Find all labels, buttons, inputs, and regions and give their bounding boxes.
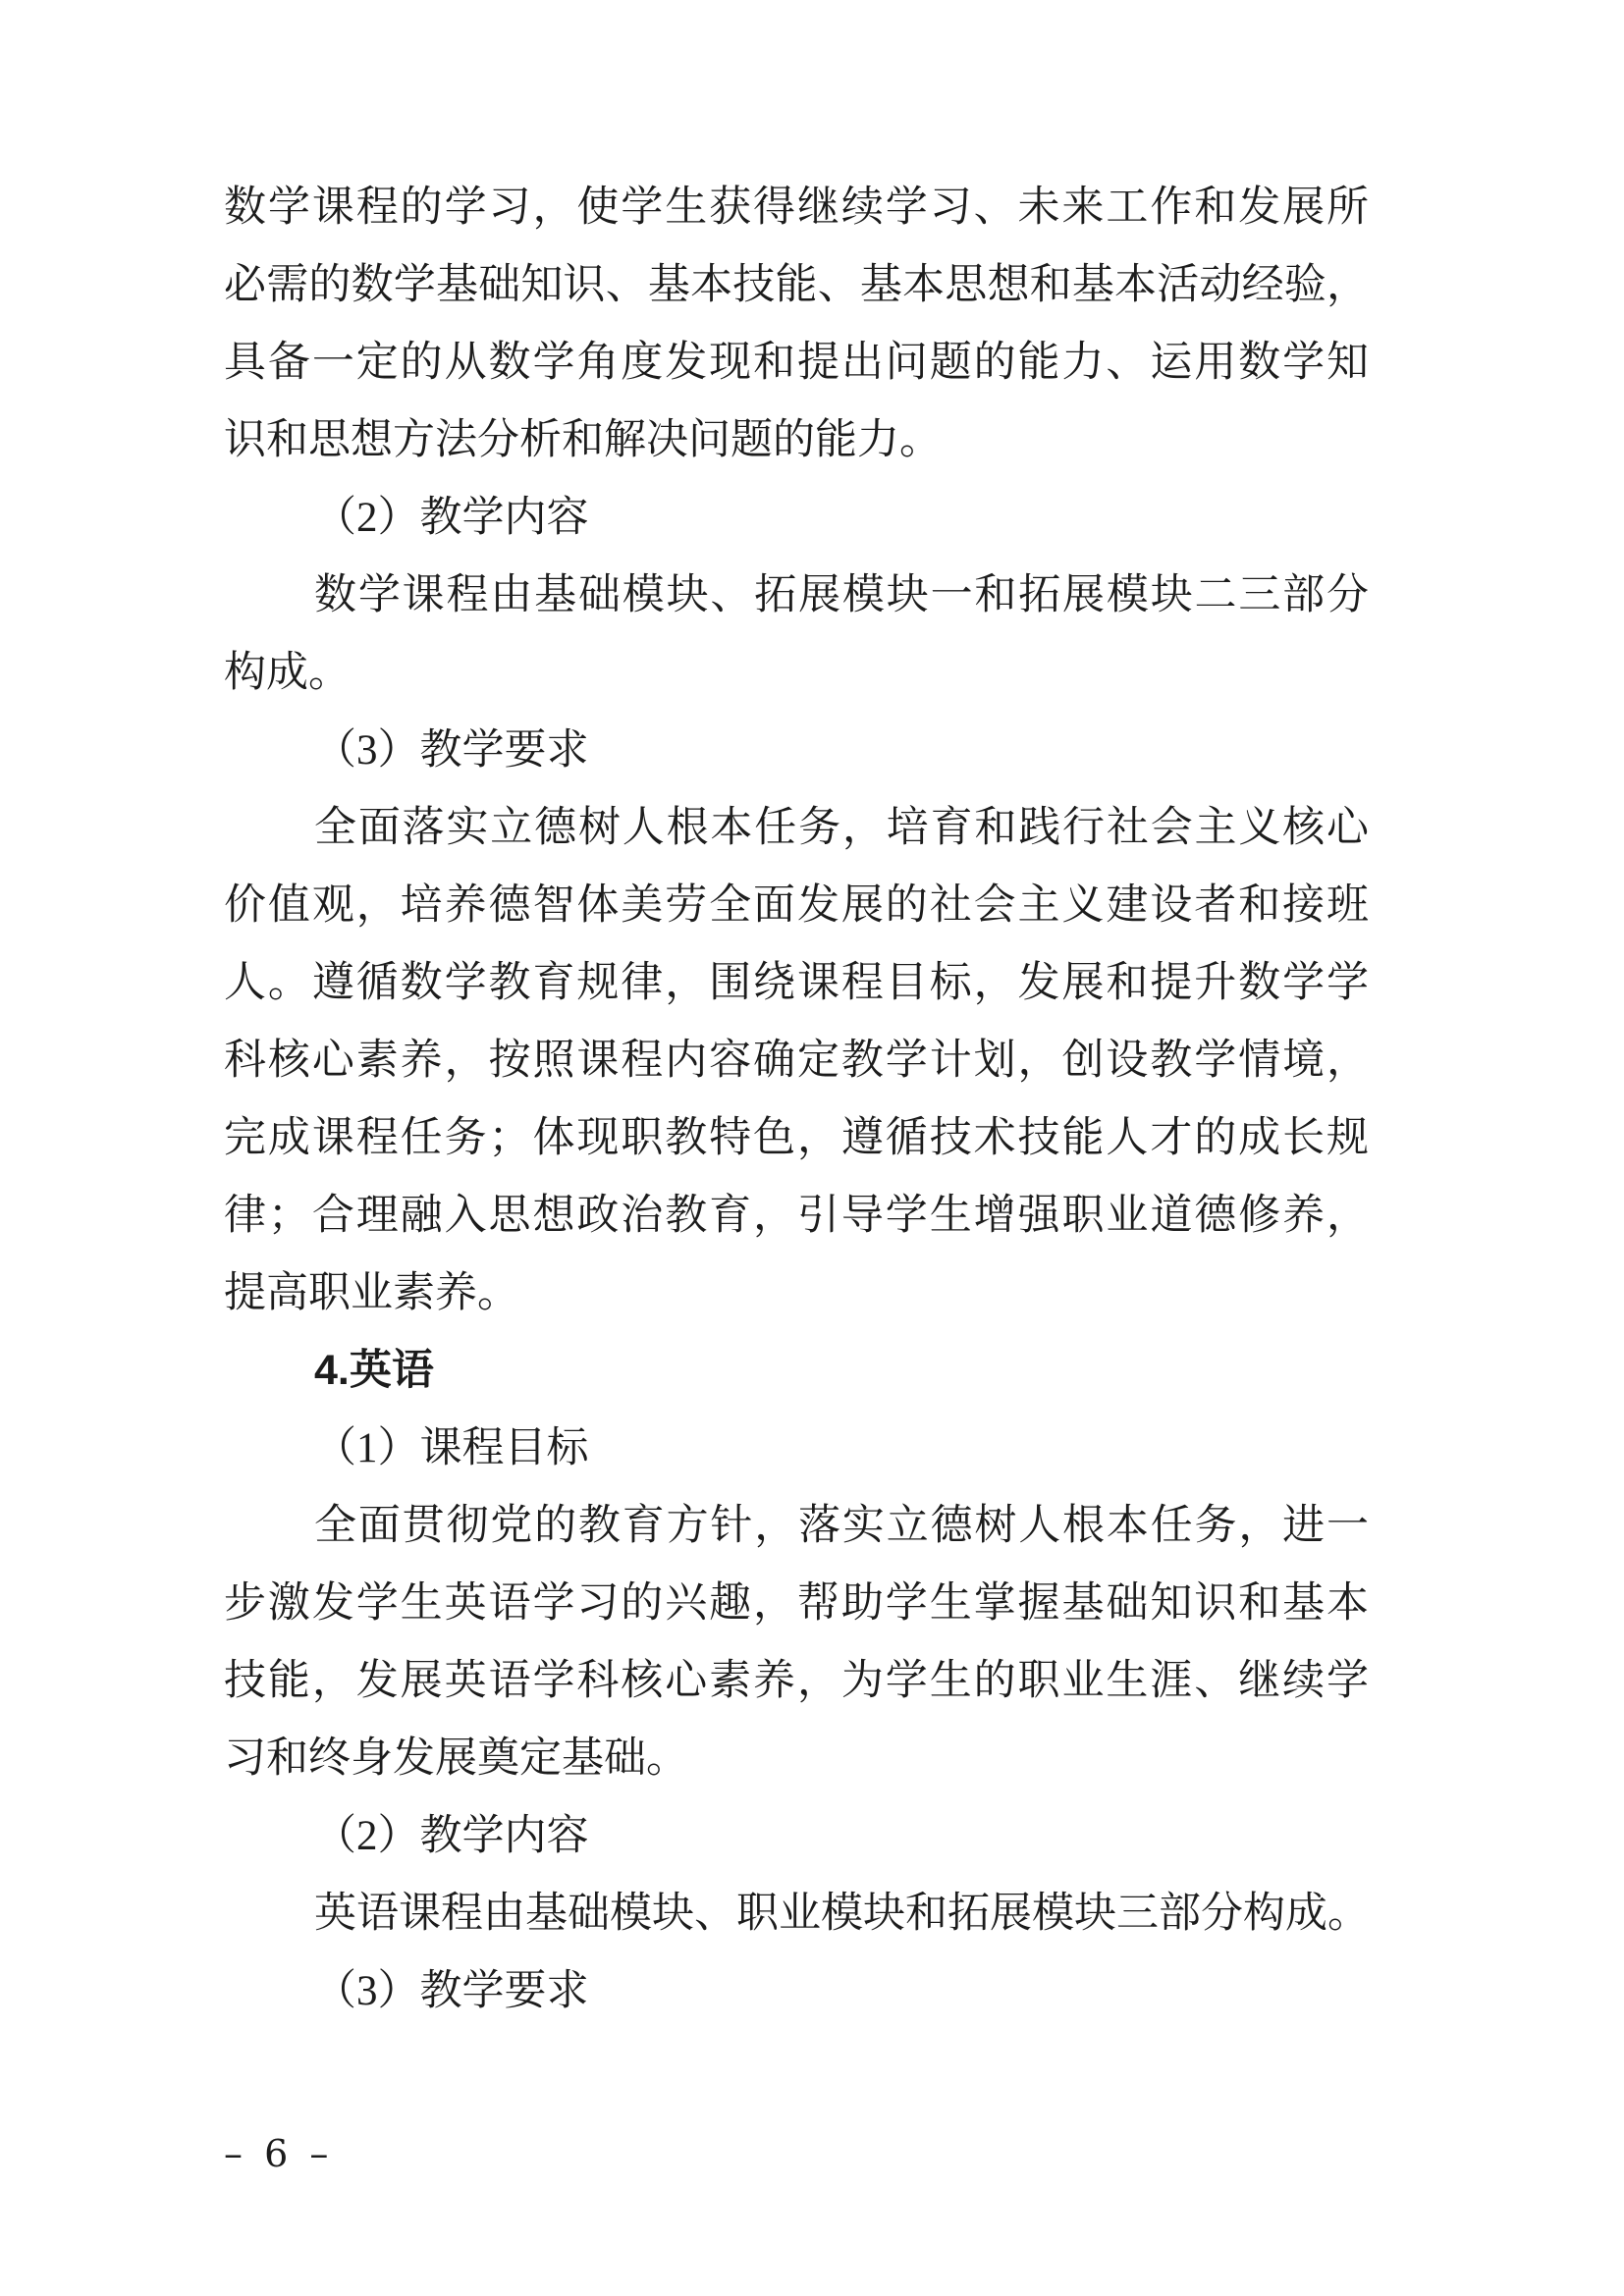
- text-line: 全面落实立德树人根本任务，培育和践行社会主义核心: [314, 805, 1369, 851]
- text-line: 数学课程的学习，使学生获得继续学习、未来工作和发展所: [224, 185, 1369, 231]
- text-line: 识和思想方法分析和解决问题的能力。: [224, 417, 942, 463]
- text-line: （2）教学内容: [314, 1813, 589, 1859]
- text-line: 价值观，培养德智体美劳全面发展的社会主义建设者和接班: [224, 882, 1369, 929]
- text-line: 提高职业素养。: [224, 1270, 519, 1316]
- text-line: （1）课程目标: [314, 1425, 589, 1471]
- text-line: （2）教学内容: [314, 495, 589, 541]
- text-line: 技能，发展英语学科核心素养，为学生的职业生涯、继续学: [224, 1658, 1369, 1704]
- text-line: 人。遵循数学教育规律，围绕课程目标，发展和提升数学学: [224, 960, 1369, 1006]
- text-line: 科核心素养，按照课程内容确定教学计划，创设教学情境，: [224, 1038, 1369, 1084]
- text-line: （3）教学要求: [314, 727, 589, 774]
- text-line: 律；合理融入思想政治教育，引导学生增强职业道德修养，: [224, 1193, 1369, 1239]
- text-line: 英语课程由基础模块、职业模块和拓展模块三部分构成。: [314, 1891, 1370, 1937]
- text-line: 4.英语: [314, 1347, 434, 1394]
- text-line: 全面贯彻党的教育方针，落实立德树人根本任务，进一: [314, 1503, 1369, 1549]
- text-line: 必需的数学基础知识、基本技能、基本思想和基本活动经验，: [224, 262, 1369, 308]
- page-number: – 6 –: [224, 2132, 334, 2175]
- text-line: 完成课程任务；体现职教特色，遵循技术技能人才的成长规: [224, 1115, 1369, 1161]
- text-line: 构成。: [224, 650, 351, 696]
- text-line: 习和终身发展奠定基础。: [224, 1735, 688, 1782]
- text-line: 步激发学生英语学习的兴趣，帮助学生掌握基础知识和基本: [224, 1580, 1369, 1627]
- text-line: （3）教学要求: [314, 1968, 589, 2014]
- text-body: [224, 169, 1369, 2030]
- text-line: 数学课程由基础模块、拓展模块一和拓展模块二三部分: [314, 572, 1369, 618]
- text-line: 具备一定的从数学角度发现和提出问题的能力、运用数学知: [224, 340, 1369, 386]
